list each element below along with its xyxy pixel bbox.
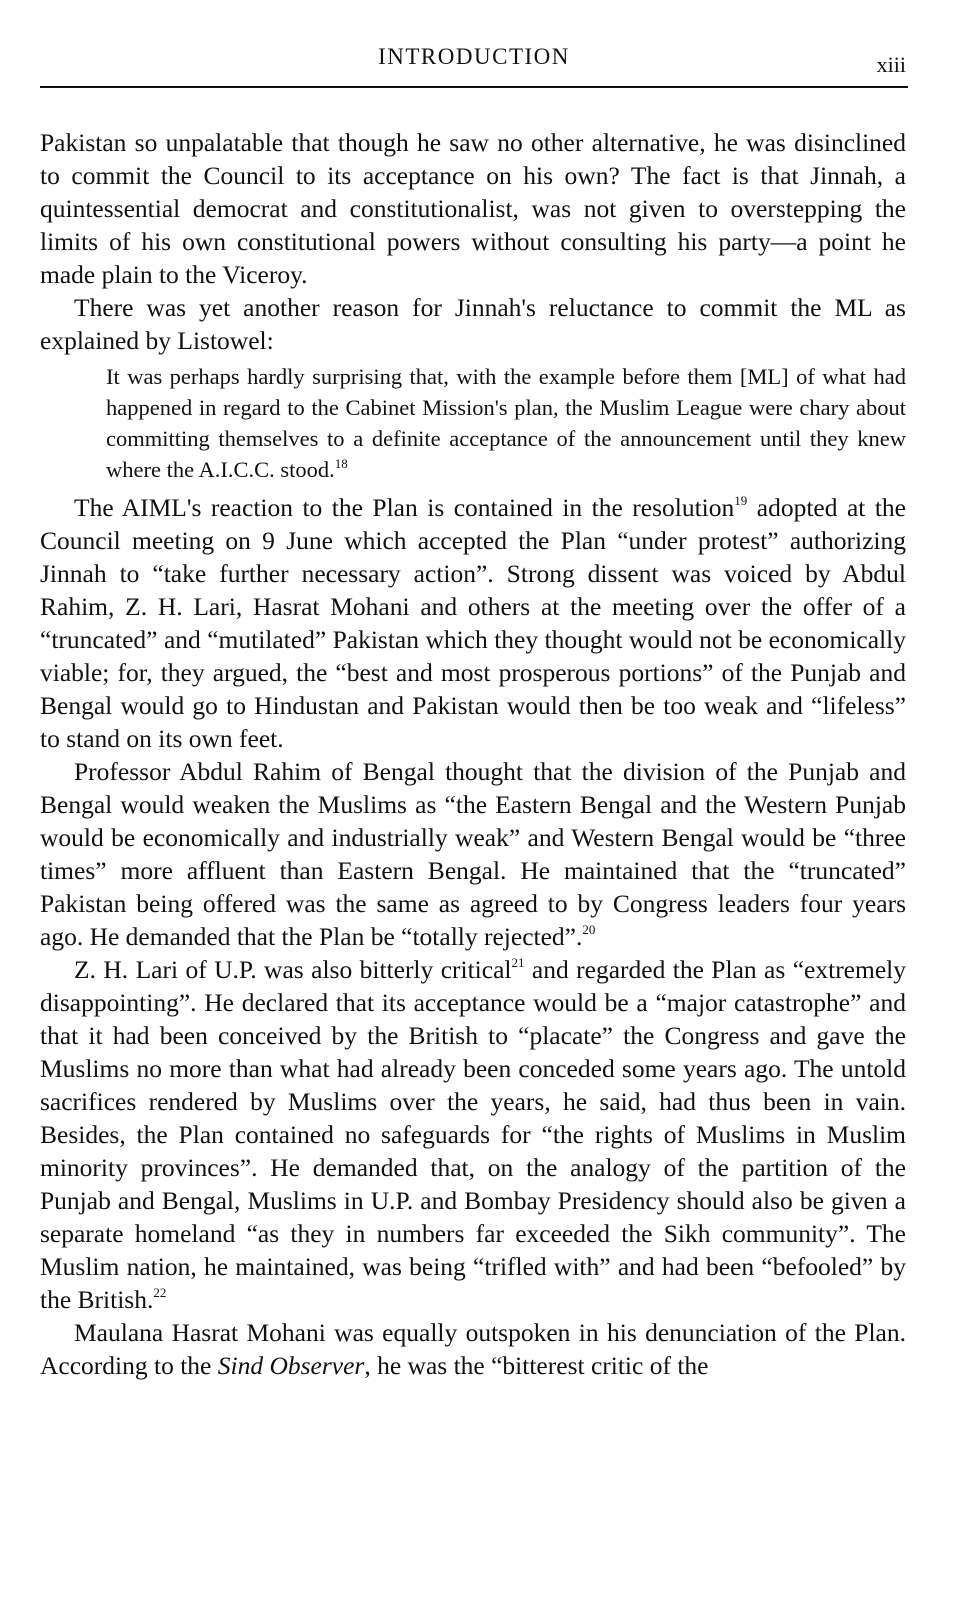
paragraph-text: Z. H. Lari of U.P. was also bitterly critical <box>74 955 512 984</box>
footnote-ref: 20 <box>582 922 596 937</box>
footnote-ref: 21 <box>511 955 525 970</box>
paragraph-text: Professor Abdul Rahim of Bengal thought that the division of the Punjab and Bengal would weaken the Muslims as “the Eastern Bengal and the Western Punjab would be economically and industrially weak” and Western Bengal would be “three times” more affluent than Eastern Bengal. He maintained that the “truncated” Pakistan being offered was the same as agreed to by Congress leaders four years ago. He demanded that the Plan be “totally rejected”. <box>40 757 906 951</box>
paragraph <box>40 953 906 1316</box>
paragraph-text: and regarded the Plan as “extremely disappointing”. He declared that its acceptance would be a “major catastrophe” and that it had been conceived by the British to “placate” the Congress and gave the Muslims no more than what had already been conceded some years ago. The untold sacrifices rendered by Muslims over the years, he said, had thus been in vain. Besides, the Plan contained no safeguards for “the rights of Muslims in Muslim minority provinces”. He demanded that, on the analogy of the partition of the Punjab and Bengal, Muslims in U.P. and Bombay Presidency should also be given a separate homeland “as they in numbers far exceeded the Sikh community”. The Muslim nation, he maintained, was being “trifled with” and had been “befooled” by the British. <box>40 955 906 1314</box>
paragraph-text: Maulana Hasrat Mohani was equally outspoken in his denunciation of the Plan. According to the <box>40 1318 906 1380</box>
page-number: xiii <box>876 52 906 77</box>
paragraph-text: , he was the “bitterest critic of the <box>364 1351 709 1380</box>
header-rule <box>40 86 908 88</box>
publication-title: Sind Observer <box>217 1351 365 1380</box>
paragraph-text: There was yet another reason for Jinnah's reluctance to commit the ML as explained by Listowel: <box>40 293 906 355</box>
body-text <box>40 126 906 1382</box>
paragraph <box>40 291 906 357</box>
paragraph-text: adopted at the Council meeting on 9 June which accepted the Plan “under protest” authorizing Jinnah to “take further necessary action”. Strong dissent was voiced by Abdul Rahim, Z. H. Lari, Hasrat Mohani and others at the meeting over the offer of a “truncated” and “mutilated” Pakistan which they thought would not be economically viable; for, they argued, the “best and most prosperous portions” of the Punjab and Bengal would go to Hindustan and Pakistan would then be too weak and “lifeless” to stand on its own feet. <box>40 493 906 753</box>
paragraph-text: Pakistan so unpalatable that though he saw no other alternative, he was disinclined to commit the Council to its acceptance on his own? The fact is that Jinnah, a quintessential democrat and constitutionalist, was not given to overstepping the limits of his own constitutional powers without consulting his party—a point he made plain to the Viceroy. <box>40 128 906 289</box>
paragraph-continued <box>40 126 906 291</box>
block-quote <box>106 361 906 485</box>
paragraph-text: The AIML's reaction to the Plan is contained in the resolution <box>74 493 735 522</box>
footnote-ref: 19 <box>734 493 748 508</box>
paragraph <box>40 1316 906 1382</box>
paragraph <box>40 755 906 953</box>
quote-text: It was perhaps hardly surprising that, with the example before them [ML] of what had happened in regard to the Cabinet Mission's plan, the Muslim League were chary about committing themselves to a definite acceptance of the announcement until they knew where the A.I.C.C. stood. <box>106 364 906 482</box>
running-head: INTRODUCTION <box>378 44 570 69</box>
footnote-ref: 22 <box>153 1285 167 1300</box>
footnote-ref: 18 <box>334 456 348 471</box>
paragraph <box>40 491 906 755</box>
page-header <box>40 40 908 88</box>
